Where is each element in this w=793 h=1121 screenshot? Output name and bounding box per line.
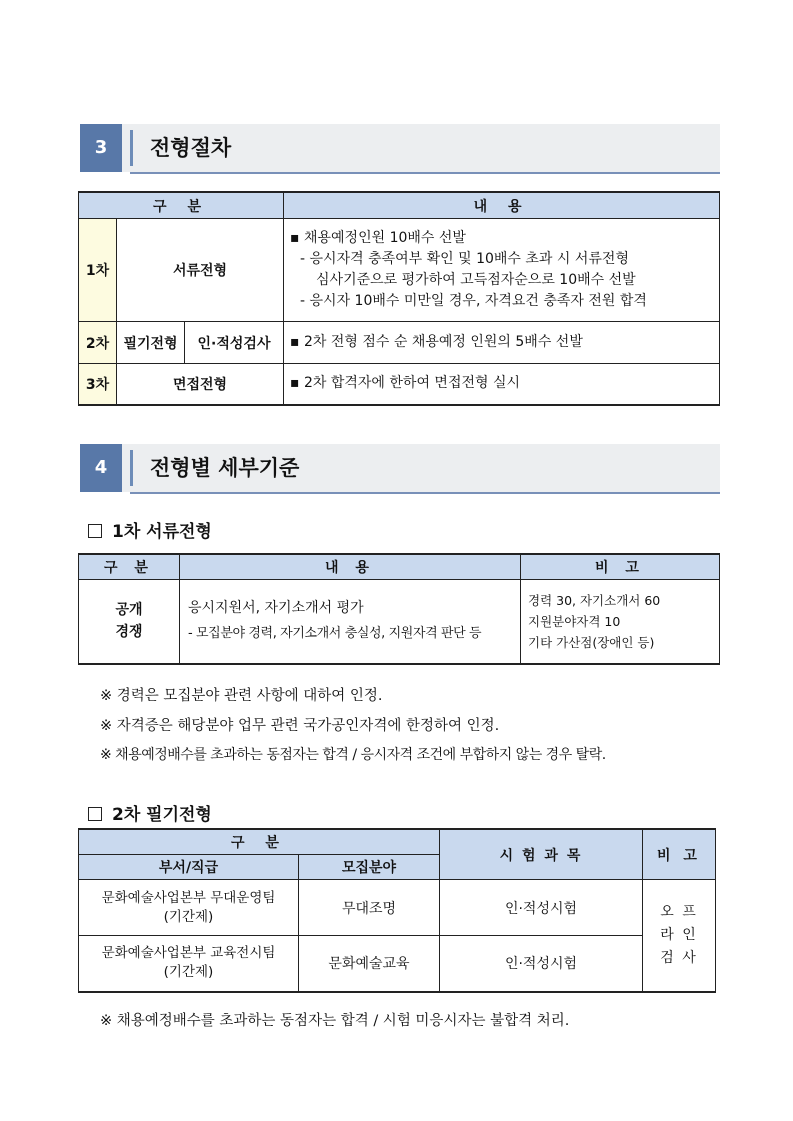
dept-line: (기간제) [163,908,214,925]
section-number: 3 [80,124,122,172]
dept-cell [79,936,299,992]
note-line: ※ 자격증은 해당분야 업무 관련 국가공인자격에 한정하여 인정. [100,718,500,734]
header-dept: 부서/직급 [79,855,299,880]
note-line: ※ 채용예정배수를 초과하는 동점자는 합격 / 시험 미응시자는 불합격 처리. [100,1013,570,1029]
written-exam-table [78,828,716,993]
table-row [79,880,716,936]
content-cell [180,580,521,664]
table-row [79,219,720,322]
content-line: ▪ 2차 전형 점수 순 채용예정 인원의 5배수 선발 [290,334,583,350]
type-cell: 서류전형 [117,219,284,322]
field-cell: 문화예술교육 [299,936,440,992]
section-underline [130,492,720,494]
note-cell [521,580,720,664]
section-divider [130,450,133,486]
dept-line: 문화예술사업본부 무대운영팀 [101,889,276,906]
note-line: 오 프 [660,903,698,920]
subsection-document-screening [88,517,212,542]
note-line: 검 사 [660,949,698,966]
subject-cell: 인·적성시험 [440,936,643,992]
content-cell [284,364,720,405]
section-4-header [80,444,720,492]
subsection-title: 2차 필기전형 [112,805,212,825]
section-divider [130,130,133,166]
header-content: 내 용 [180,554,521,580]
header-category: 구 분 [79,192,284,219]
category-line: 공개 [115,602,143,619]
table-row [79,936,716,992]
note-line: ※ 채용예정배수를 초과하는 동점자는 합격 / 응시자격 조건에 부합하지 않는 경우 탈락. [100,747,606,763]
category-line: 경쟁 [115,624,143,641]
category-cell [79,580,180,664]
header-note: 비 고 [521,554,720,580]
note-line: 경력 30, 자기소개서 60 [528,592,661,608]
dept-line: (기간제) [163,964,214,981]
table-row [79,580,720,664]
type-cell-b: 인·적성검사 [185,322,284,364]
stage-cell: 3차 [79,364,117,405]
content-line: - 응시자격 충족여부 확인 및 10배수 초과 시 서류전형 [300,251,629,267]
header-category: 구 분 [79,829,440,855]
section-underline [130,172,720,174]
checkbox-square-icon [88,807,102,821]
section-3-header [80,124,720,172]
note-line: 라 인 [660,926,698,943]
content-line: ▪ 채용예정인원 10배수 선발 [290,230,466,246]
field-cell: 무대조명 [299,880,440,936]
note-cell [643,880,716,992]
checkbox-square-icon [88,524,102,538]
header-category: 구 분 [79,554,180,580]
content-line: 응시지원서, 자기소개서 평가 [188,600,364,617]
table-row [79,364,720,405]
subsection-written-exam [88,800,212,825]
content-line: 심사기준으로 평가하여 고득점자순으로 10배수 선발 [316,272,636,288]
note-line: ※ 경력은 모집분야 관련 사항에 대하여 인정. [100,688,383,704]
dept-cell [79,880,299,936]
header-note: 비 고 [643,829,716,880]
note-line: 기타 가산점(장애인 등) [528,634,655,650]
type-cell-a: 필기전형 [117,322,185,364]
stage-cell: 2차 [79,322,117,364]
content-line: - 모집분야 경력, 자기소개서 충실성, 지원자격 판단 등 [188,626,482,642]
header-field: 모집분야 [299,855,440,880]
header-subject: 시 험 과 목 [440,829,643,880]
type-cell: 면접전형 [117,364,284,405]
content-cell [284,219,720,322]
subsection-title: 1차 서류전형 [112,522,212,542]
document-screening-table [78,553,720,665]
content-cell [284,322,720,364]
stage-cell: 1차 [79,219,117,322]
section-number: 4 [80,444,122,492]
content-line: - 응시자 10배수 미만일 경우, 자격요건 충족자 전원 합격 [300,293,647,309]
note-line: 지원분야자격 10 [528,613,621,629]
content-line: ▪ 2차 합격자에 한하여 면접전형 실시 [290,375,521,392]
subject-cell: 인·적성시험 [440,880,643,936]
selection-procedure-table [78,191,720,406]
table-row [79,322,720,364]
header-content: 내 용 [284,192,720,219]
section-title: 전형별 세부기준 [150,456,300,480]
section-title: 전형절차 [150,136,232,160]
dept-line: 문화예술사업본부 교육전시팀 [101,945,276,962]
